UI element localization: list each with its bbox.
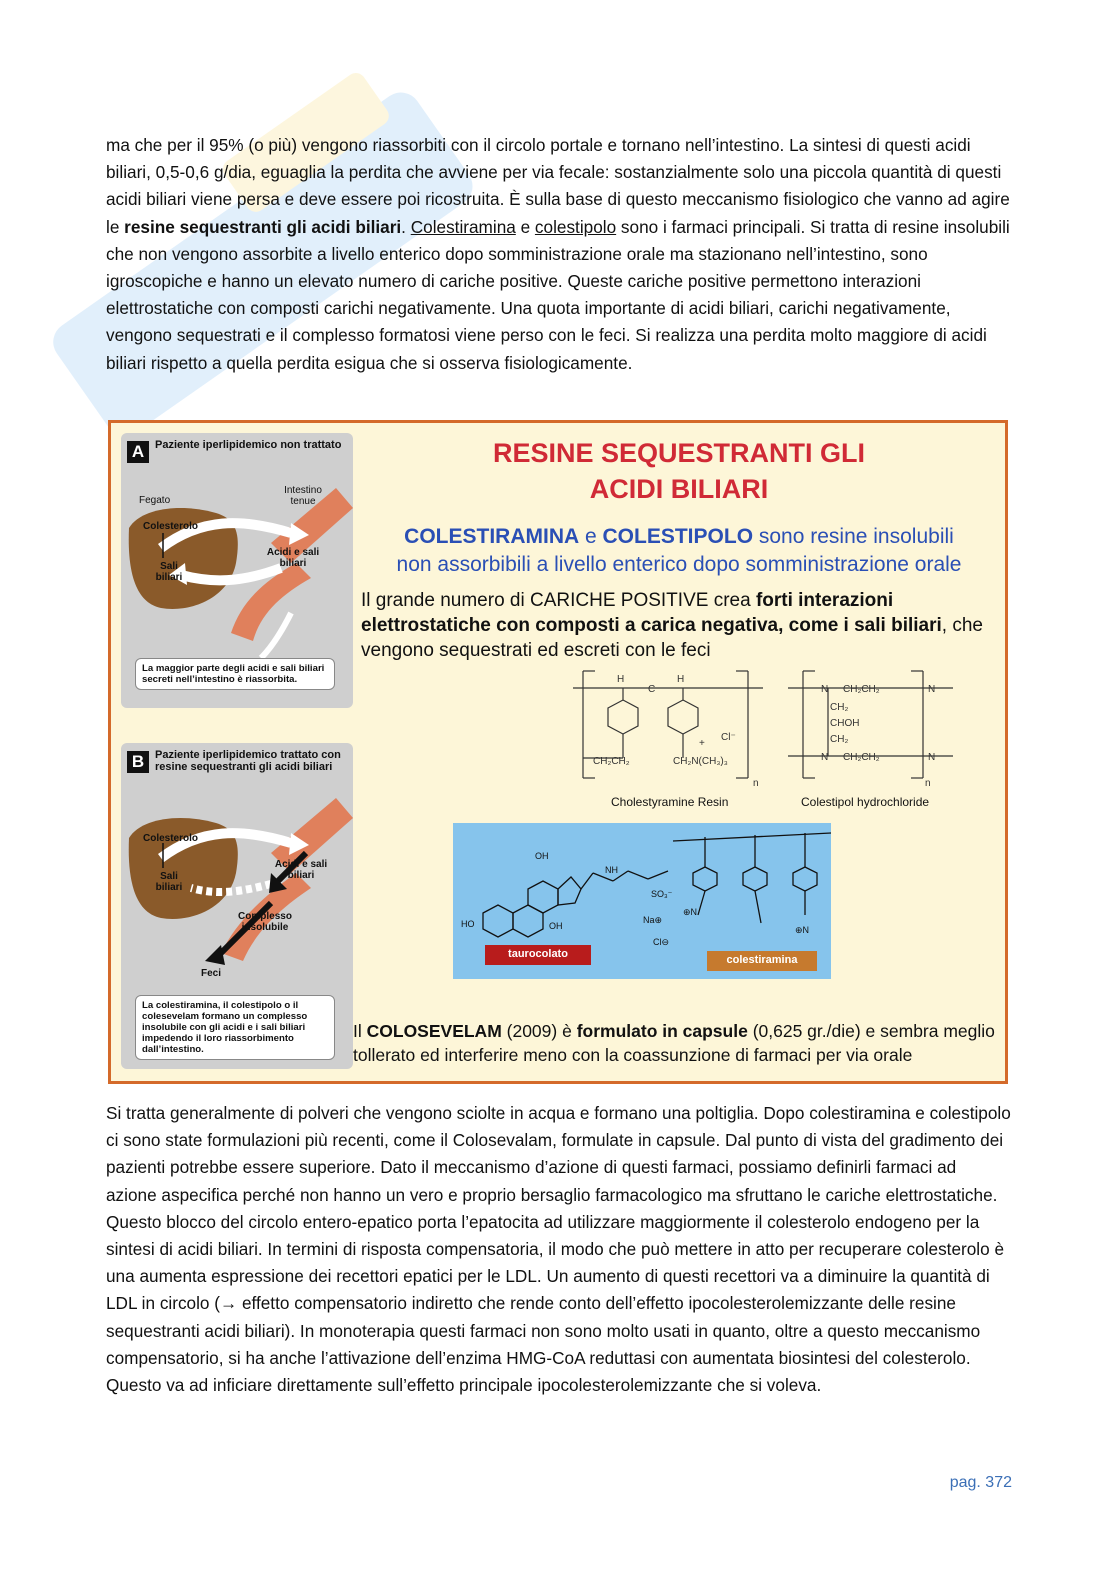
- paragraph-main: Si tratta generalmente di polveri che vengono sciolte in acqua e formano una poltiglia. Dopo colestiramina e colestipolo ci sono state formulazioni più recenti, come il Colosevalam, formulate in capsule. Dal punto di vista del gradimento dei pazienti potrebbe essere superiore. Dato il meccanismo d’azione di questi farmaci, possiamo definirli farmaci ad azione aspecifica perché non hanno un vero e proprio bersaglio farmacologico ma sfruttano le cariche elettrostatiche. Questo blocco del circolo entero-epatico porta l’epatocita ad utilizzare maggiormente il colesterolo endogeno per la sintesi di acidi biliari. In termini di risposta compensatoria, il modo che può mettere in atto per recuperare colesterolo è una aumenta espressione dei recettori epatici per le LDL. Un aumento di questi recettori va a diminuire la quantità di LDL in circolo (→ effetto compensatorio indiretto che rende conto dell’effetto ipocolesterolemizzante delle resine sequestranti acidi biliari). In monoterapia questi farmaci non sono molto usati in quanto, oltre a questo meccanismo compensatorio, si ha anche l’attivazione dell’enzima HMG-CoA reduttasi con aumentata biosintesi del colesterolo. Questo va ad inficiare direttamente sull’effetto principale ipocolesterolemizzante che si voleva.: [106, 1103, 1011, 1396]
- svg-text:CHOH: CHOH: [830, 718, 860, 729]
- tag-taurocolato: taurocolato: [485, 945, 591, 965]
- note-b: La colestiramina, il colestipolo o il colesevelam formano un complesso insolubile con gli acidi e i sali biliari impedendo il loro riassorbimento dall’intestino.: [135, 995, 335, 1060]
- label-sali-a: Sali biliari: [155, 561, 183, 583]
- svg-text:Na⊕: Na⊕: [643, 915, 663, 925]
- term-colestiramina: COLESTIRAMINA: [404, 525, 580, 548]
- svg-text:⊕N: ⊕N: [683, 907, 698, 917]
- text: Il grande numero di CARICHE POSITIVE crea: [361, 590, 756, 611]
- page-number: pag. 372: [949, 1474, 1012, 1491]
- text: e: [515, 216, 535, 237]
- svg-text:CH₂CH₂: CH₂CH₂: [843, 684, 880, 695]
- colosevelam-text: [353, 1019, 1005, 1067]
- bold-text: forti interazioni elettrostatiche con composti a carica negativa, come i sali biliari: [361, 590, 942, 636]
- letter-a: A: [127, 441, 149, 463]
- text: Il: [353, 1021, 367, 1041]
- paragraph-intro: [106, 132, 1011, 377]
- chemical-structures: [573, 668, 993, 798]
- taurocolato-binding-diagram: [453, 823, 831, 979]
- label-intestino: Intestino tenue: [284, 485, 322, 507]
- text: sono resine insolubili: [753, 525, 954, 548]
- text: (0,625 gr./die) e sembra meglio tollerato ed interferire meno con la coassunzione di farmaci per via orale: [353, 1021, 995, 1065]
- title-line-1: RESINE SEQUESTRANTI GLI: [492, 438, 866, 468]
- text: , che vengono sequestrati ed escreti con le feci: [361, 615, 983, 661]
- link-colestiramina: Colestiramina: [410, 216, 516, 237]
- title-line-2: ACIDI BILIARI: [589, 474, 769, 504]
- card-a: [121, 433, 353, 708]
- link-colestipolo: colestipolo: [534, 216, 617, 237]
- svg-text:C: C: [648, 684, 656, 695]
- svg-text:CH₂N(CH₃)₃: CH₂N(CH₃)₃: [673, 756, 728, 767]
- svg-text:CH₂CH₂: CH₂CH₂: [843, 752, 880, 763]
- svg-text:n: n: [925, 778, 931, 789]
- bold-term: resine sequestranti gli acidi biliari: [124, 216, 402, 237]
- bold-text: formulato in capsule: [576, 1021, 748, 1041]
- svg-text:Cl⁻: Cl⁻: [721, 732, 736, 743]
- card-b-title: Paziente iperlipidemico trattato con resine sequestranti gli acidi biliari: [155, 749, 341, 773]
- term-colosevelam: COLOSEVELAM: [366, 1021, 502, 1041]
- svg-text:N: N: [928, 752, 936, 763]
- svg-text:NH: NH: [605, 865, 618, 875]
- svg-text:OH: OH: [535, 851, 549, 861]
- label-complesso: Complesso insolubile: [238, 911, 292, 933]
- text: ma che per il 95% (o più) vengono riassorbiti con il circolo portale e tornano nell’intestino. La sintesi di questi acidi biliari, 0,5-0,6 g/dia, eguaglia la perdita che avviene per via fecale: sostanzialmente solo una piccola quantità di questi acidi biliari viene persa e deve essere poi ricostruita. È sulla base di questo meccanismo fisiologico che vanno ad agire le: [106, 135, 1010, 237]
- svg-text:N: N: [928, 684, 936, 695]
- figure-title: [353, 435, 1005, 507]
- mechanism-panel: [121, 433, 353, 1069]
- svg-text:H: H: [617, 674, 625, 685]
- svg-text:Cl⊖: Cl⊖: [653, 937, 670, 947]
- card-b: [121, 743, 353, 1069]
- figure-resine: [108, 420, 1008, 1084]
- svg-text:CH₂CH₂: CH₂CH₂: [593, 756, 630, 767]
- label-cholestyramine: Cholestyramine Resin: [611, 795, 729, 809]
- label-colesterolo-a: Colesterolo: [143, 521, 199, 532]
- tag-colestiramina: colestiramina: [707, 951, 817, 971]
- resine-info-panel: [353, 423, 1005, 1083]
- text: .: [401, 216, 411, 237]
- svg-text:CH₂: CH₂: [830, 702, 849, 713]
- label-feci: Feci: [201, 968, 222, 979]
- svg-text:SO₃⁻: SO₃⁻: [651, 889, 673, 899]
- text: (2009) è: [501, 1021, 577, 1041]
- note-a: La maggior parte degli acidi e sali biliari secreti nell’intestino è riassorbita.: [135, 658, 335, 690]
- term-colestipolo: COLESTIPOLO: [602, 525, 754, 548]
- subtitle-line-1: [353, 523, 1005, 551]
- letter-b: B: [127, 751, 149, 773]
- svg-text:CH₂: CH₂: [830, 734, 849, 745]
- svg-text:HO: HO: [461, 919, 475, 929]
- label-acidi-b: Acidi e sali biliari: [274, 859, 328, 881]
- label-colestipol: Colestipol hydrochloride: [801, 795, 930, 809]
- label-fegato: Fegato: [139, 495, 171, 506]
- svg-text:N: N: [821, 752, 829, 763]
- svg-text:H: H: [677, 674, 685, 685]
- card-a-title: Paziente iperlipidemico non trattato: [155, 439, 342, 451]
- text: sono i farmaci principali. Si tratta di resine insolubili che non vengono assorbite a livello enterico dopo somministrazione orale ma stazionano nell’intestino, sono igroscopiche e hanno un elevato numero di cariche positive. Queste cariche positive permettono interazioni elettrostatiche con composti carichi negativamente. Una quota importante di acidi biliari, carichi negativamente, vengono sequestrati e il complesso formatosi viene perso con le feci. Si realizza una perdita molto maggiore di acidi biliari rispetto a quella perdita esigua che si osserva fisiologicamente.: [106, 216, 1010, 373]
- svg-text:OH: OH: [549, 921, 563, 931]
- label-sali-b: Sali biliari: [155, 871, 183, 893]
- svg-text:+: +: [699, 738, 705, 749]
- label-colesterolo-b: Colesterolo: [143, 833, 199, 844]
- svg-text:N: N: [821, 684, 829, 695]
- text: e: [579, 525, 603, 548]
- svg-text:⊕N: ⊕N: [795, 925, 810, 935]
- charges-text: [361, 588, 1001, 663]
- subtitle-line-2: non assorbibili a livello enterico dopo somministrazione orale: [396, 553, 962, 576]
- label-acidi-a: Acidi e sali biliari: [266, 547, 320, 569]
- svg-text:n: n: [753, 778, 759, 789]
